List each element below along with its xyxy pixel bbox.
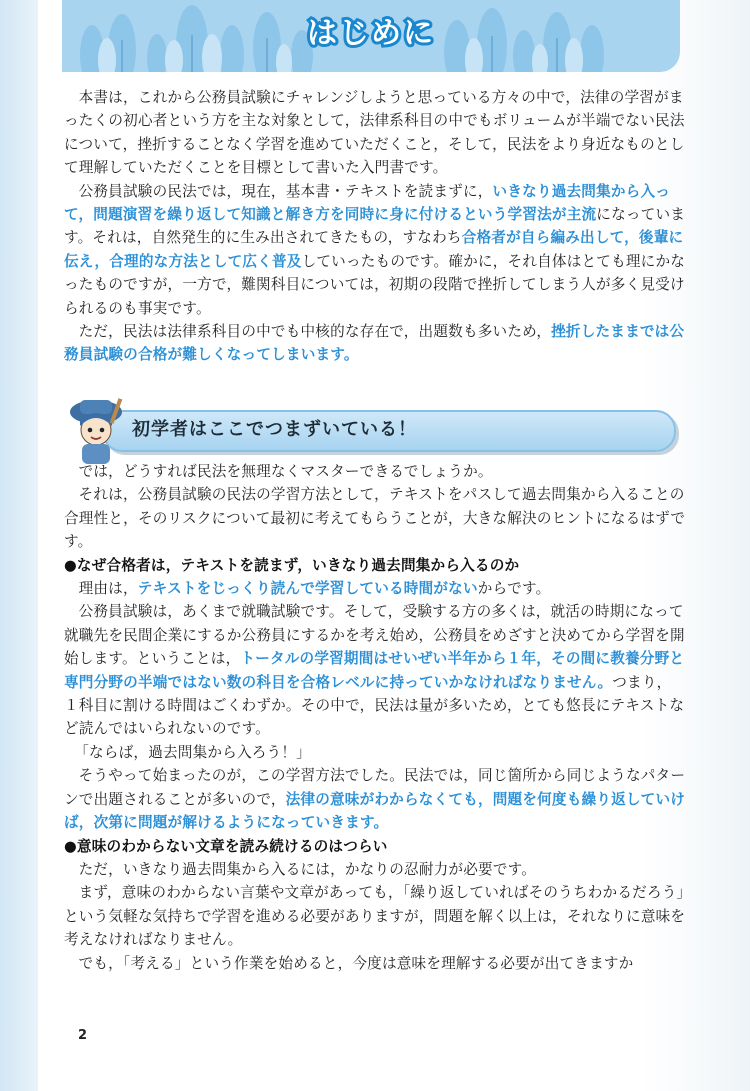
- text-run: つまり，１科目に割ける時間はごくわずか。その中で，民法は量が多いため，とても悠長にテキストなど読んではいられないのです。: [64, 673, 685, 738]
- paragraph: それは，公務員試験の民法の学習方法として，テキストをパスして過去問集から入ることの合理性と，そのリスクについて最初に考えてもらうことが，大きな解決のヒントになるはずです。: [64, 486, 686, 551]
- text-run: 公務員試験の民法では，現在，基本書・テキストを読まずに，: [78, 182, 493, 200]
- section-paragraphs: [64, 460, 686, 975]
- bullet-heading: ●意味のわからない文章を読み続けるのはつらい: [64, 837, 388, 855]
- quote-line: 「ならば，過去問集から入ろう！」: [74, 743, 311, 761]
- highlight-text: テキストをじっくり読んで学習している時間がない: [137, 580, 478, 598]
- paragraph: [64, 764, 686, 834]
- paragraph: ただ，いきなり過去問集から入るには，かなりの忍耐力が必要です。: [78, 860, 537, 878]
- text-run: していったものです。確かに，それ自体はとても理にかなったものですが，一方で，難関科目については，初期の段階で挫折してしまう人が多く見受けられるのも事実です。: [64, 252, 686, 317]
- intro-paragraphs: [64, 86, 686, 367]
- bullet-heading: ●なぜ合格者は，テキストを読まず，いきなり過去問集から入るのか: [64, 556, 520, 574]
- chapter-header: [62, 0, 680, 72]
- page-left-band: [0, 0, 38, 1091]
- page-number: 2: [78, 1028, 88, 1043]
- chapter-title: はじめに: [307, 16, 435, 51]
- highlight-text: 合格者が自ら編み出して，後輩に伝え，合理的な方法として広く普及: [64, 229, 684, 270]
- text-run: そうやって始まったのが，この学習方法でした。民法では，同じ箇所から同じようなパターンで出題されることが多いので，: [64, 767, 686, 808]
- paragraph: では，どうすれば民法を無理なくマスターできるでしょうか。: [78, 463, 493, 480]
- text-run: 理由は，: [78, 580, 138, 598]
- paragraph-2: [64, 180, 686, 320]
- highlight-text: 挫折したままでは公務員試験の合格が難しくなってしまいます。: [64, 323, 685, 364]
- paragraph: でも，「考える」という作業を始めると，今度は意味を理解する必要が出てきますか: [78, 954, 634, 972]
- section-header: [62, 392, 684, 468]
- highlight-text: トータルの学習期間はせいぜい半年から１年，その間に教養分野と専門分野の半端ではない数の科目を合格レベルに持っていかなければなりません。: [64, 650, 685, 691]
- mascot-icon: [62, 392, 132, 468]
- text-run: からです。: [477, 580, 551, 598]
- text-run: 公務員試験は，あくまで就職試験です。そして，受験する方の多くは，就活の時期になって就職先を民間企業にするか公務員にするかを考え始め，公務員をめざすと決めてから学習を開始します。ということは，: [64, 603, 685, 668]
- text-run: ただ，民法は法律系科目の中でも中核的な存在で，出題数も多いため，: [78, 323, 552, 341]
- paragraph-1: 本書は，これから公務員試験にチャレンジしようと思っている方々の中で，法律の学習がまったくの初心者という方を主な対象として，法律系科目の中でもボリュームが半端でない民法について，挫折することなく学習を進めていただくこと，そして，民法をより身近なものとして理解していただくことを目標として書いた入門書です。: [64, 89, 685, 177]
- paragraph: まず，意味のわからない言葉や文章があっても，「繰り返していればそのうちわかるだろう」という気軽な気持ちで学習を進める必要がありますが，問題を解く以上は，それなりに意味を考えなければなりません。: [64, 884, 686, 949]
- text-run: になっています。それは，自然発生的に生み出されてきたもの，すなわち: [64, 206, 686, 247]
- paragraph-3: [64, 320, 686, 367]
- highlight-text: いきなり過去問集から入って，問題演習を繰り返して知識と解き方を同時に身に付けるという学習法が主流: [64, 182, 671, 224]
- highlight-text: 法律の意味がわからなくても，問題を何度も繰り返していけば，次第に問題が解けるようになっていきます。: [64, 790, 686, 832]
- paragraph: [64, 577, 686, 600]
- section-title: 初学者はここでつまずいている！: [132, 419, 417, 440]
- paragraph: [64, 600, 686, 740]
